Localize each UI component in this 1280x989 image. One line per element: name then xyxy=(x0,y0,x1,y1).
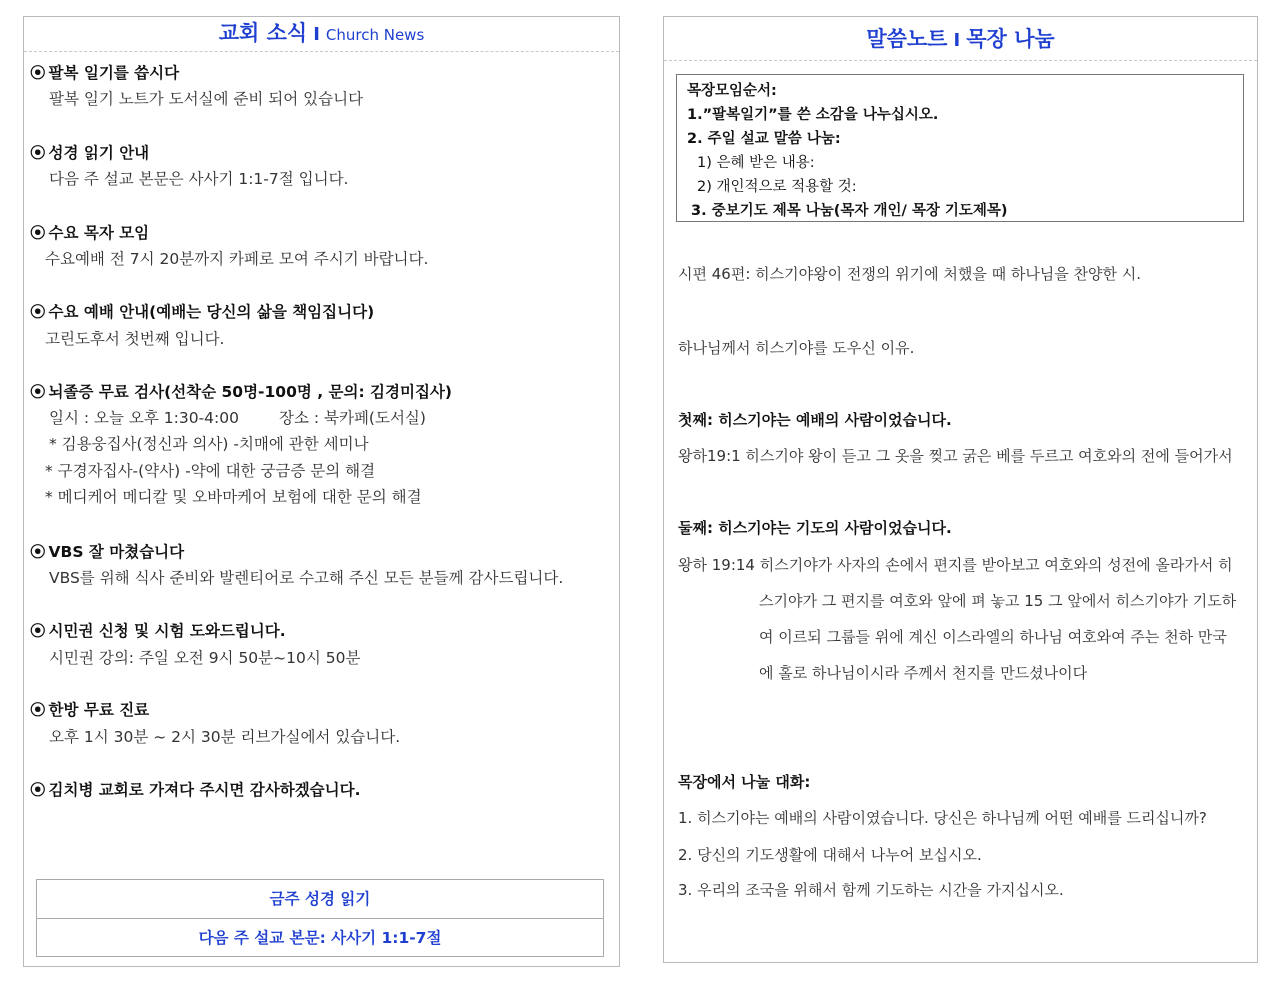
meeting-order-step: 1.”팔복일기”를 쓴 소감을 나누십시오. xyxy=(687,107,939,123)
discussion-item: 3. 우리의 조국을 위해서 함께 기도하는 시간을 가지십시오. xyxy=(678,881,1064,899)
bullet-icon: ⦿ xyxy=(30,781,46,799)
bullet-icon: ⦿ xyxy=(30,543,46,561)
news-item-text: 고린도후서 첫번째 입니다. xyxy=(45,330,225,348)
bullet-icon: ⦿ xyxy=(30,383,46,401)
news-item-subline: * 김용웅집사(정신과 의사) -치매에 관한 세미나 xyxy=(49,435,369,453)
news-item-title: ⦿ VBS 잘 마쳤습니다 xyxy=(30,543,185,561)
bible-reading-box xyxy=(36,879,604,957)
news-item-text: 시민권 강의: 주일 오전 9시 50분~10시 50분 xyxy=(49,649,361,667)
bullet-icon: ⦿ xyxy=(30,622,46,640)
reason-text: 하나님께서 히스기야를 도우신 이유. xyxy=(678,339,915,357)
news-item-text: 팔복 일기 노트가 도서실에 준비 되어 있습니다 xyxy=(49,90,364,108)
bible-reading-title: 금주 성경 읽기 xyxy=(269,890,371,908)
news-item-text: VBS를 위해 식사 준비와 발렌티어로 수고해 주신 모든 분들께 감사드립니다. xyxy=(49,569,564,587)
meeting-order-box xyxy=(676,74,1244,222)
second-point-verse: 왕하 19:14 히스기야가 사자의 손에서 편지를 받아보고 여호와의 성전에 올라가서 히 xyxy=(678,556,1233,574)
church-news-subtitle: Church News xyxy=(325,26,425,44)
news-item-title: ⦿ 팔복 일기를 씁시다 xyxy=(30,64,180,82)
meeting-order-heading: 목장모임순서: xyxy=(687,83,777,99)
discussion-item: 2. 당신의 기도생활에 대해서 나누어 보십시오. xyxy=(678,846,982,864)
news-item-text: 수요예배 전 7시 20분까지 카페로 모여 주시기 바랍니다. xyxy=(45,250,429,268)
news-item-subline: * 구경자집사-(약사) -약에 대한 궁금증 문의 해결 xyxy=(45,462,376,480)
bullet-icon: ⦿ xyxy=(30,224,46,242)
news-item-title: ⦿ 수요 목자 모임 xyxy=(30,224,150,242)
second-point-verse: 스기야가 그 편지를 여호와 앞에 펴 놓고 15 그 앞에서 히스기야가 기도하 xyxy=(759,592,1237,610)
header-separator: I xyxy=(313,24,320,45)
schedule-time: 일시 : 오늘 오후 1:30-4:00 xyxy=(49,409,239,427)
news-item-title: ⦿ 시민권 신청 및 시험 도와드립니다. xyxy=(30,622,286,640)
header-separator: I xyxy=(953,30,961,51)
bullet-icon: ⦿ xyxy=(30,303,46,321)
psalm-text: 시편 46편: 히스기야왕이 전쟁의 위기에 처했을 때 하나님을 찬양한 시. xyxy=(678,265,1142,283)
news-item-title: ⦿ 김치병 교회로 가져다 주시면 감사하겠습니다. xyxy=(30,781,361,799)
first-point-title: 첫째: 히스기야는 예배의 사람이었습니다. xyxy=(678,411,952,429)
meeting-order-step: 3. 중보기도 제목 나눔(목자 개인/ 목장 기도제목) xyxy=(691,203,1008,219)
bullet-icon: ⦿ xyxy=(30,64,46,82)
sermon-note-title: 말씀노트 xyxy=(866,27,948,51)
church-news-header xyxy=(24,17,619,52)
news-item-title: ⦿ 뇌졸증 무료 검사(선착순 50명-100명 , 문의: 김경미집사) xyxy=(30,383,452,401)
second-point-verse: 에 홀로 하나님이시라 주께서 천지를 만드셨나이다 xyxy=(759,664,1088,682)
sermon-note-panel xyxy=(663,16,1258,963)
bullet-icon: ⦿ xyxy=(30,144,46,162)
meeting-order-substep: 2) 개인적으로 적용할 것: xyxy=(697,179,857,195)
news-item-schedule xyxy=(49,406,426,428)
news-item-title: ⦿ 수요 예배 안내(예배는 당신의 삶을 책임집니다) xyxy=(30,303,375,321)
discussion-item: 1. 히스기야는 예배의 사람이였습니다. 당신은 하나님께 어떤 예배를 드리십니까? xyxy=(678,809,1207,827)
church-news-title: 교회 소식 xyxy=(218,21,308,45)
meeting-order-step: 2. 주일 설교 말씀 나눔: xyxy=(687,131,841,147)
church-news-panel xyxy=(23,16,620,967)
news-item-title: ⦿ 성경 읽기 안내 xyxy=(30,144,150,162)
news-item-text: 오후 1시 30분 ~ 2시 30분 리브가실에서 있습니다. xyxy=(49,728,401,746)
news-item-text: 다음 주 설교 본문은 사사기 1:1-7절 입니다. xyxy=(49,170,349,188)
schedule-place: 장소 : 북카페(도서실) xyxy=(278,409,426,427)
second-point-title: 둘째: 히스기야는 기도의 사람이었습니다. xyxy=(678,519,952,537)
discussion-title: 목장에서 나눌 대화: xyxy=(678,773,811,791)
bullet-icon: ⦿ xyxy=(30,701,46,719)
bible-reading-text: 다음 주 설교 본문: 사사기 1:1-7절 xyxy=(37,918,603,957)
second-point-verse: 여 이르되 그룹들 위에 계신 이스라엘의 하나님 여호와여 주는 천하 만국 xyxy=(759,628,1227,646)
news-item-subline: * 메디케어 메디칼 및 오바마케어 보험에 대한 문의 해결 xyxy=(45,488,422,506)
first-point-verse: 왕하19:1 히스기야 왕이 듣고 그 옷을 찢고 굵은 베를 두르고 여호와의 전에 들어가서 xyxy=(678,447,1233,465)
meeting-order-substep: 1) 은혜 받은 내용: xyxy=(697,155,815,171)
news-item-title: ⦿ 한방 무료 진료 xyxy=(30,701,150,719)
sermon-note-subtitle: 목장 나눔 xyxy=(966,27,1055,51)
sermon-note-header xyxy=(664,17,1257,61)
